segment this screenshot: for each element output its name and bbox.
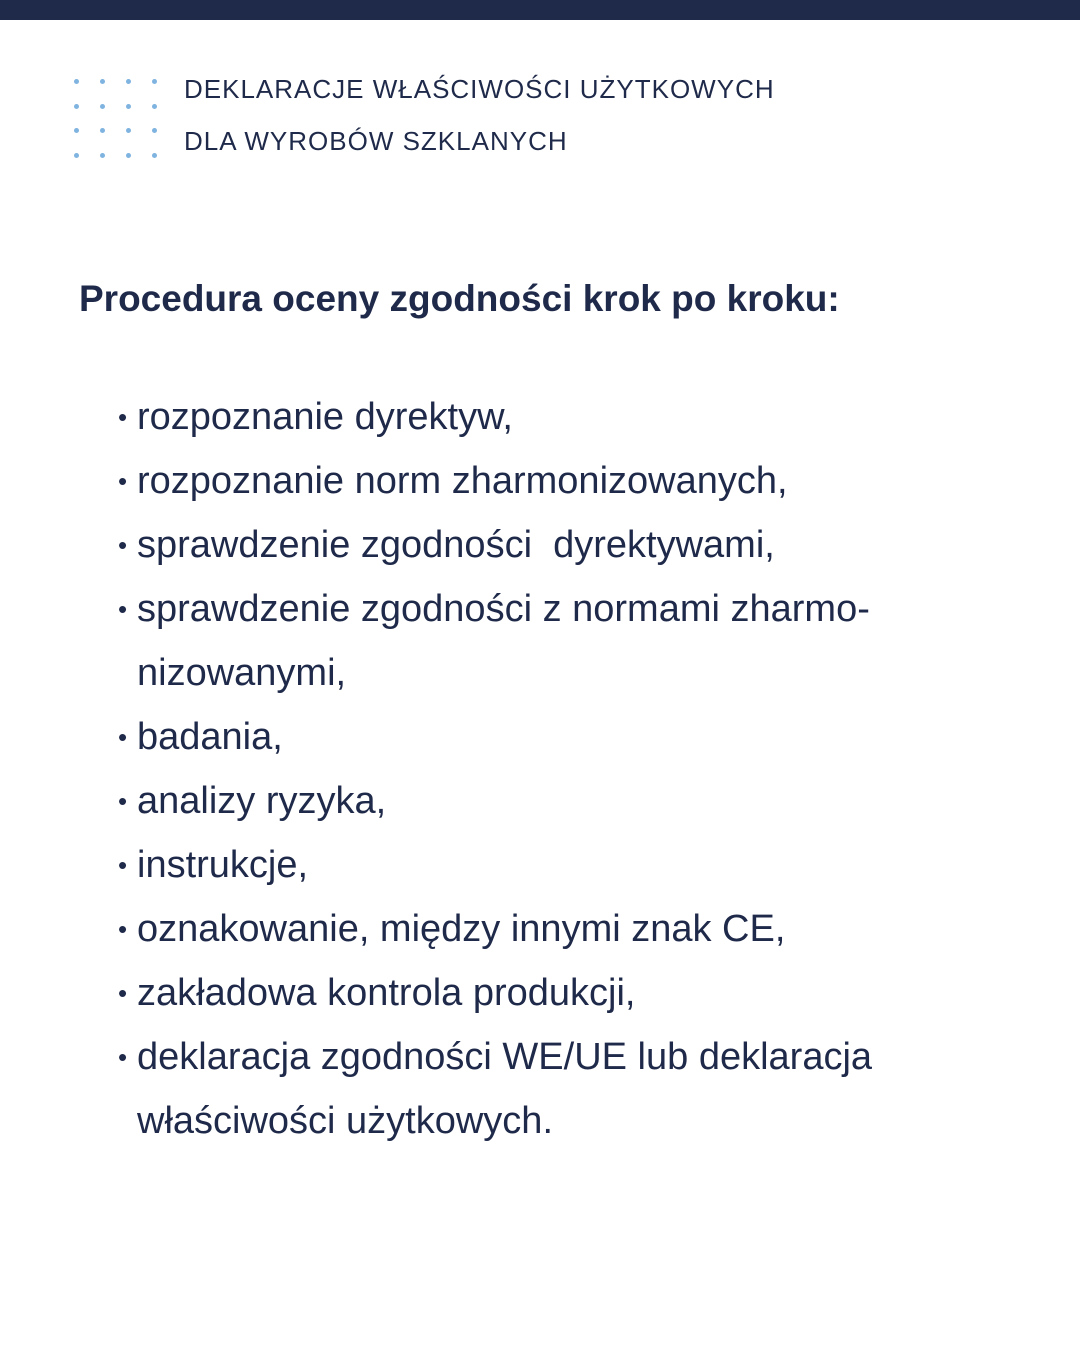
bullet-icon: •	[118, 594, 128, 624]
dot	[126, 104, 131, 109]
bullet-icon: •	[118, 850, 128, 880]
list-item-text: nizowanymi,	[137, 652, 347, 694]
dot	[74, 153, 79, 158]
bullet-icon: •	[118, 722, 128, 752]
list-item-text: oznakowanie, między innymi znak CE,	[137, 908, 786, 950]
bullet-icon: •	[118, 466, 128, 496]
dot	[152, 104, 157, 109]
list-item	[118, 705, 872, 769]
list-item-text: analizy ryzyka,	[137, 780, 387, 822]
dot	[74, 79, 79, 84]
list-item	[118, 385, 872, 449]
list-item	[118, 769, 872, 833]
dot	[100, 153, 105, 158]
list-item-text: instrukcje,	[137, 844, 309, 886]
bullet-icon: •	[118, 530, 128, 560]
dot	[74, 104, 79, 109]
bullet-icon: •	[118, 786, 128, 816]
list-item-text: sprawdzenie zgodności z normami zharmo-	[137, 588, 870, 630]
list-item-text: deklaracja zgodności WE/UE lub deklaracja	[137, 1036, 873, 1078]
list-item	[118, 1025, 872, 1153]
procedure-steps-list	[118, 385, 872, 1153]
dot	[152, 79, 157, 84]
list-item	[118, 961, 872, 1025]
list-item	[118, 449, 872, 513]
dot	[152, 153, 157, 158]
dot-grid-decoration	[74, 79, 164, 161]
dot	[126, 79, 131, 84]
top-bar	[0, 0, 1080, 20]
list-item	[118, 513, 872, 577]
list-item-text: rozpoznanie norm zharmonizowanych,	[137, 460, 788, 502]
header-line-2: DLA WYROBÓW SZKLANYCH	[184, 126, 568, 156]
list-item	[118, 833, 872, 897]
list-item-text: rozpoznanie dyrektyw,	[137, 396, 513, 438]
header-line-1: DEKLARACJE WŁAŚCIWOŚCI UŻYTKOWYCH	[184, 74, 775, 104]
list-item-text: zakładowa kontrola produkcji,	[137, 972, 636, 1014]
list-item	[118, 577, 872, 705]
list-item-text: właściwości użytkowych.	[137, 1100, 553, 1142]
dot	[152, 128, 157, 133]
list-item-text: sprawdzenie zgodności dyrektywami,	[137, 524, 775, 566]
dot	[100, 128, 105, 133]
bullet-icon: •	[118, 978, 128, 1008]
list-item-text: badania,	[137, 716, 283, 758]
bullet-icon: •	[118, 402, 128, 432]
dot	[74, 128, 79, 133]
dot	[126, 153, 131, 158]
bullet-icon: •	[118, 914, 128, 944]
dot	[100, 79, 105, 84]
dot	[126, 128, 131, 133]
page-title: Procedura oceny zgodności krok po kroku:	[79, 278, 840, 319]
bullet-icon: •	[118, 1042, 128, 1072]
list-item	[118, 897, 872, 961]
dot	[100, 104, 105, 109]
